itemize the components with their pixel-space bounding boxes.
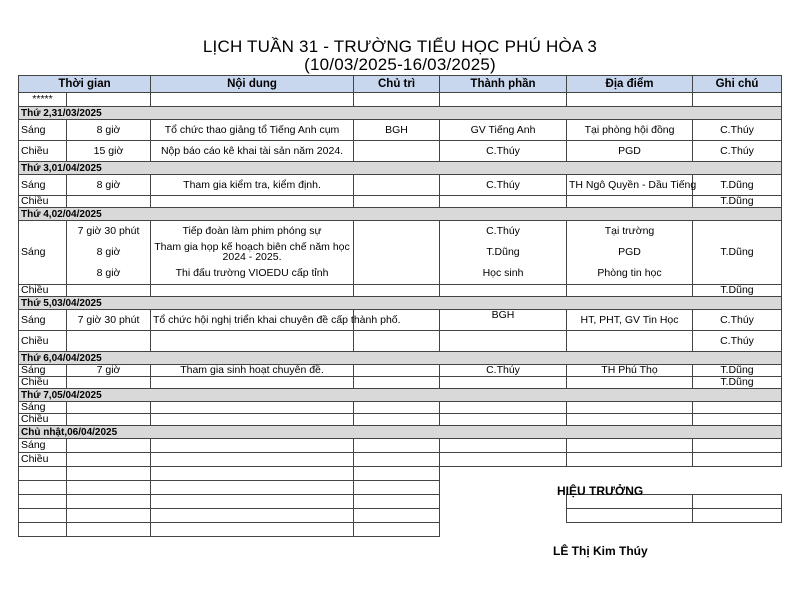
table-row (19, 221, 782, 285)
day-label: Thứ 5,03/04/2025 (19, 297, 782, 310)
table-row (19, 331, 782, 352)
content-stack (151, 221, 354, 285)
location-cell: TH Phú Thọ (567, 365, 693, 377)
participants-cell: BGH (440, 310, 567, 331)
table-row (19, 377, 782, 389)
day-label: Thứ 3,01/04/2025 (19, 162, 782, 175)
session-label: Chiều (19, 453, 67, 467)
content-cell: Tham gia kiểm tra, kiểm định. (151, 175, 354, 196)
day-label: Thứ 7,05/04/2025 (19, 389, 782, 402)
note-cell: C.Thúy (693, 331, 782, 352)
session-label: Chiều (19, 331, 67, 352)
note-cell: T.Dũng (693, 221, 782, 285)
participants-cell: C.Thúy (486, 225, 520, 237)
table-row (19, 93, 782, 107)
time-cell: 15 giờ (67, 141, 151, 162)
time-cell: 7 giờ 30 phút (67, 310, 151, 331)
content-cell: Tổ chức hội nghị triển khai chuyên đề cấp thành phố. (151, 310, 354, 331)
table-row (19, 365, 782, 377)
location-cell: Tại trường (604, 225, 655, 237)
table-row (19, 141, 782, 162)
location-stack (567, 221, 693, 285)
table-row (19, 439, 782, 453)
participants-cell: C.Thúy (440, 365, 567, 377)
table-row (19, 453, 782, 467)
header-host: Chủ trì (354, 76, 440, 93)
session-label: Sáng (19, 439, 67, 453)
session-label: Sáng (19, 365, 67, 377)
note-cell: C.Thúy (693, 141, 782, 162)
content-cell: Tiếp đoàn làm phim phóng sự (182, 225, 322, 237)
session-label: Chiều (19, 141, 67, 162)
table-row (19, 285, 782, 297)
note-cell: T.Dũng (693, 196, 782, 208)
schedule-table (18, 75, 782, 537)
table-row (19, 481, 782, 495)
participants-cell: GV Tiếng Anh (440, 120, 567, 141)
header-row (19, 76, 782, 93)
day-row-mon (19, 107, 782, 120)
table-row (19, 467, 782, 481)
host-cell (354, 175, 440, 196)
location-cell: TH Ngô Quyền - Dầu Tiếng (567, 175, 693, 196)
day-label: Thứ 2,31/03/2025 (19, 107, 782, 120)
table-row (19, 196, 782, 208)
session-label: Chiều (19, 285, 67, 297)
note-cell: T.Dũng (693, 365, 782, 377)
session-label: Sáng (19, 310, 67, 331)
time-cell: 7 giờ 30 phút (77, 225, 140, 237)
participants-cell: C.Thúy (440, 175, 567, 196)
header-note: Ghi chú (693, 76, 782, 93)
signature-title: HIỆU TRƯỞNG (557, 484, 644, 498)
day-row-sun (19, 426, 782, 439)
note-cell: T.Dũng (693, 175, 782, 196)
location-cell: Phòng tin học (597, 267, 662, 279)
day-row-tue (19, 162, 782, 175)
session-label: Sáng (19, 120, 67, 141)
location-cell: PGD (618, 246, 641, 258)
table-row (19, 509, 782, 523)
session-label: Chiều (19, 414, 67, 426)
session-label: Sáng (19, 221, 67, 285)
location-cell: PGD (567, 141, 693, 162)
header-participants: Thành phần (440, 76, 567, 93)
time-stack (67, 221, 151, 285)
session-label: Sáng (19, 402, 67, 414)
participants-cell: C.Thúy (440, 141, 567, 162)
session-label: Chiều (19, 196, 67, 208)
table-row (19, 175, 782, 196)
content-cell: Tổ chức thao giảng tổ Tiếng Anh cụm (151, 120, 354, 141)
schedule-date-range: (10/03/2025-16/03/2025) (304, 55, 496, 74)
header-content: Nội dung (151, 76, 354, 93)
day-row-sat (19, 389, 782, 402)
day-row-fri (19, 352, 782, 365)
content-cell: Nộp báo cáo kê khai tài sản năm 2024. (151, 141, 354, 162)
signature-name: LÊ Thị Kim Thúy (553, 544, 648, 558)
participants-cell: T.Dũng (486, 246, 520, 258)
note-cell: T.Dũng (693, 377, 782, 389)
participants-stack (440, 221, 567, 285)
day-row-wed (19, 208, 782, 221)
day-label: Chủ nhật,06/04/2025 (19, 426, 782, 439)
day-row-thu (19, 297, 782, 310)
host-cell (354, 141, 440, 162)
time-cell: 8 giờ (67, 175, 151, 196)
table-row (19, 523, 782, 537)
session-label: Chiều (19, 377, 67, 389)
participants-cell: Học sinh (482, 267, 524, 279)
day-label: Thứ 4,02/04/2025 (19, 208, 782, 221)
table-row (19, 495, 782, 509)
content-cell: Tham gia sinh hoạt chuyên đề. (151, 365, 354, 377)
time-cell: 8 giờ (96, 267, 121, 279)
table-row (19, 414, 782, 426)
stars-cell: ***** (19, 93, 67, 107)
schedule-title: LỊCH TUẦN 31 - TRƯỜNG TIỂU HỌC PHÚ HÒA 3 (202, 37, 598, 56)
note-cell: C.Thúy (693, 310, 782, 331)
note-cell: C.Thúy (693, 120, 782, 141)
content-cell: Thi đấu trường VIOEDU cấp tỉnh (175, 267, 329, 279)
day-label: Thứ 6,04/04/2025 (19, 352, 782, 365)
location-cell: HT, PHT, GV Tin Học (567, 310, 693, 331)
host-cell: BGH (354, 120, 440, 141)
time-cell: 8 giờ (96, 246, 121, 258)
location-cell: Tại phòng hội đồng (567, 120, 693, 141)
table-row (19, 402, 782, 414)
content-cell: Tham gia họp kế hoạch biên chế năm học 2024 - 2025. (154, 241, 350, 263)
header-time: Thời gian (19, 76, 151, 93)
time-cell: 8 giờ (67, 120, 151, 141)
time-cell: 7 giờ (67, 365, 151, 377)
table-row (19, 310, 782, 331)
session-label: Sáng (19, 175, 67, 196)
table-row (19, 120, 782, 141)
note-cell: T.Dũng (693, 285, 782, 297)
header-location: Địa điểm (567, 76, 693, 93)
